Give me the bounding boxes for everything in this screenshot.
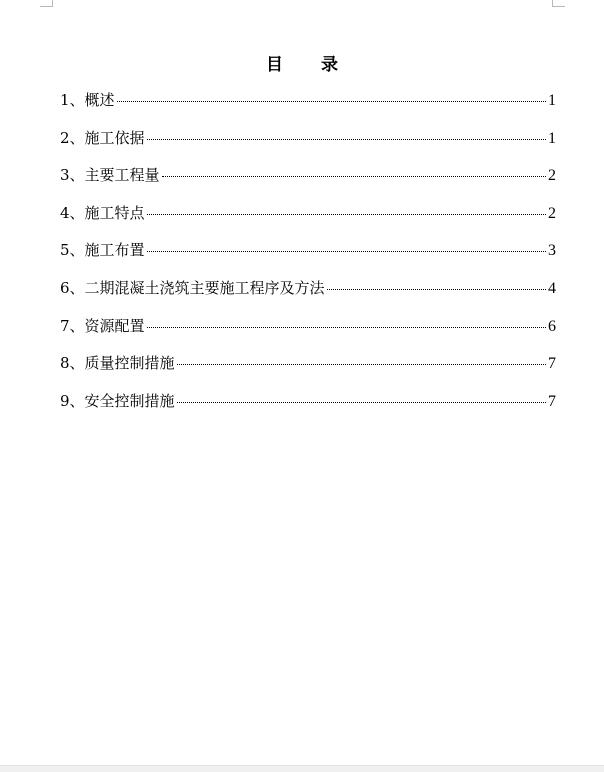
toc-entry-label: 6、二期混凝土浇筑主要施工程序及方法 <box>60 278 325 297</box>
toc-entry-label: 9、安全控制措施 <box>60 391 175 410</box>
crop-mark-top-left <box>40 0 53 7</box>
toc-leader-dots <box>162 176 546 177</box>
toc-entry-page: 2 <box>548 167 556 185</box>
toc-entry[interactable] <box>60 163 556 201</box>
toc-entry-page: 6 <box>548 317 556 335</box>
toc-entry[interactable] <box>60 126 556 164</box>
toc-entry-label: 2、施工依据 <box>60 128 145 147</box>
toc-entry-label: 8、质量控制措施 <box>60 354 175 373</box>
toc-entry-label: 1、概述 <box>60 91 115 109</box>
toc-entry-label: 5、施工布置 <box>60 241 145 260</box>
toc-entry[interactable] <box>60 238 556 276</box>
toc-leader-dots <box>147 139 546 140</box>
toc-entry[interactable] <box>60 314 556 352</box>
toc-entry[interactable] <box>60 88 556 126</box>
toc-leader-dots <box>147 214 546 215</box>
toc-entry-label: 4、施工特点 <box>60 203 145 222</box>
toc-entry-page: 2 <box>548 204 556 222</box>
toc-entry-page: 3 <box>548 242 556 260</box>
toc-entry[interactable] <box>60 351 556 389</box>
toc-leader-dots <box>117 101 546 102</box>
crop-mark-top-right <box>552 0 565 7</box>
toc-list <box>60 88 556 426</box>
toc-leader-dots <box>147 327 546 328</box>
toc-entry-page: 4 <box>548 279 556 297</box>
toc-entry-label: 3、主要工程量 <box>60 166 160 185</box>
toc-entry[interactable] <box>60 389 556 427</box>
toc-leader-dots <box>147 251 546 252</box>
toc-entry-page: 1 <box>548 129 556 147</box>
toc-entry-label: 7、资源配置 <box>60 316 145 335</box>
page-bottom-edge <box>0 765 604 772</box>
toc-entry-page: 7 <box>548 392 556 410</box>
toc-entry[interactable] <box>60 276 556 314</box>
toc-leader-dots <box>177 402 546 403</box>
toc-leader-dots <box>327 289 546 290</box>
toc-leader-dots <box>177 364 546 365</box>
toc-entry[interactable] <box>60 201 556 239</box>
toc-title: 目 录 <box>266 55 354 75</box>
toc-entry-page: 1 <box>548 92 556 109</box>
toc-entry-page: 7 <box>548 355 556 373</box>
